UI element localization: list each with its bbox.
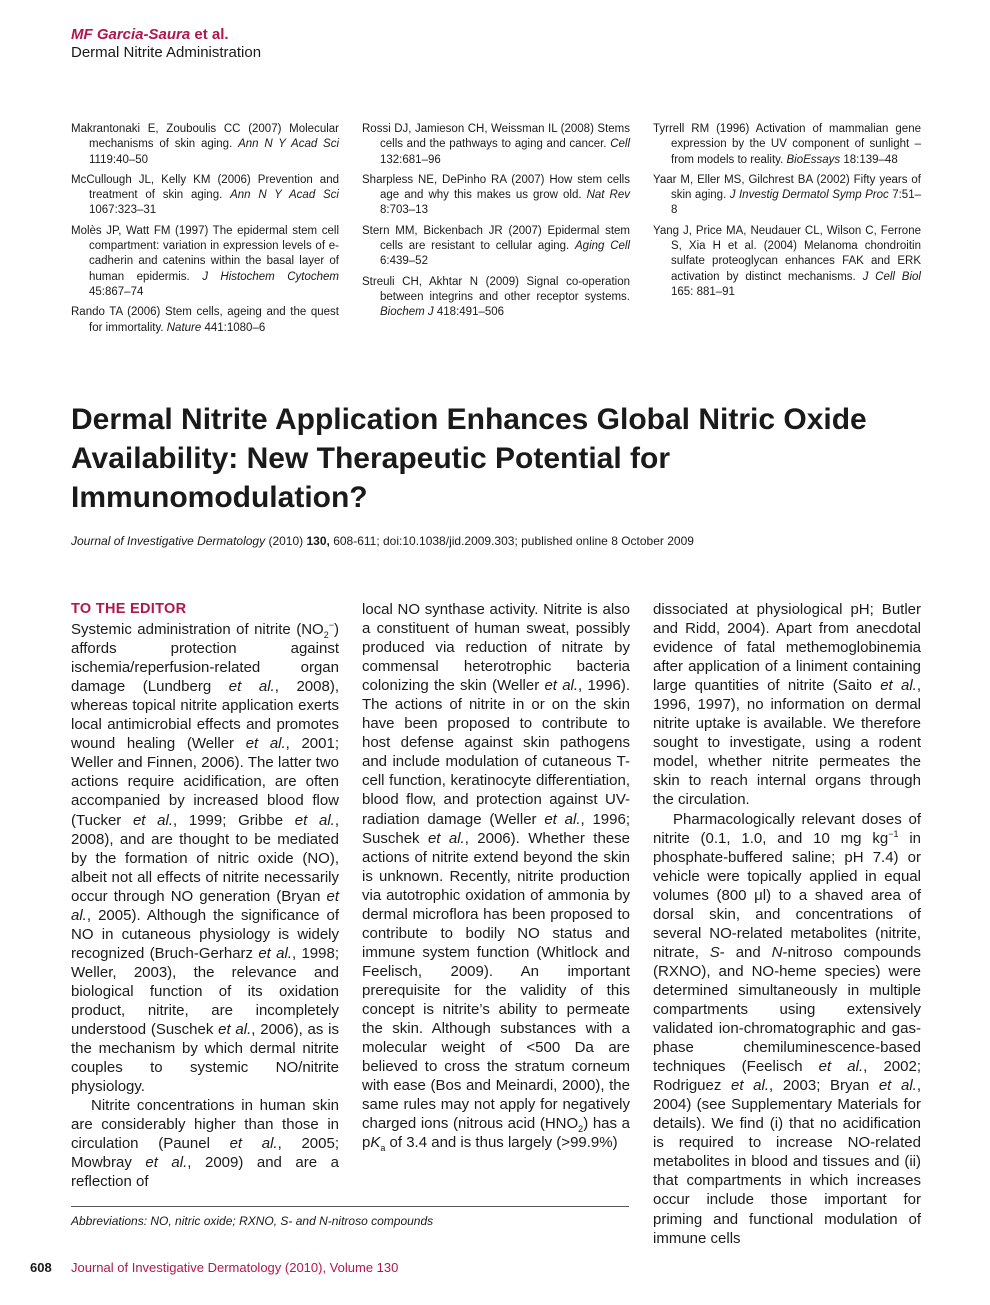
running-author xyxy=(71,26,229,43)
paragraph: Nitrite concentrations in human skin are considerably higher than those in circulation (Paunel et al., 2005; Mowbray et al., 2009) and are a reflection of xyxy=(71,1097,339,1191)
paragraph: Systemic administration of nitrite $(NO_2^-)$ affords protection against ischemia/reperfusion-related organ damage (Lundberg et al., 2008), whereas topical nitrite application exerts local antimicrobial effects and promotes wound healing (Weller et al., 2001; Weller and Finnen, 2006). The latter two actions require acidification, are often accompanied by increased blood flow (Tucker et al., 1999; Gribbe et al., 2008), and are thought to be mediated by the formation of nitric oxide (NO), albeit not all effects of nitrite necessarily occur through NO generation (Bryan et al., 2005). Although the significance of NO in cutaneous physiology is widely recognized (Bruch-Gerharz et al., 1998; Weller, 2003), the relevance and biological function of its oxidation product, nitrite, are incompletely understood (Suschek et al., 2006), as is the mechanism by which dermal nitrite couples to systemic NO/nitrite physiology. xyxy=(71,620,340,1096)
citation-volume: 130, xyxy=(306,534,330,548)
references-column-3 xyxy=(653,122,921,305)
footer-journal-line: Journal of Investigative Dermatology (2010), Volume 130 xyxy=(71,1260,399,1275)
citation-line xyxy=(71,534,694,548)
body-column-1 xyxy=(71,600,339,1191)
reference-item: Tyrrell RM (1996) Activation of mammalian gene expression by the UV component of sunlight – from models to reality. BioEssays 18:139–48 xyxy=(653,123,921,166)
reference-item: Stern MM, Bickenbach JR (2007) Epidermal stem cells are resistant to cellular aging. Aging Cell 6:439–52 xyxy=(362,224,630,268)
paragraph: Pharmacologically relevant doses of nitrite (0.1, 1.0, and 10 mg $kg^{-1}$ in phosphate-buffered saline; pH 7.4) or vehicle were topically applied in equal volumes (800 μl) to a shaved area of dorsal skin, and concentrations of several NO-related metabolites (nitrite, nitrate, S- and N-nitroso compounds (RXNO), and NO-heme species) were determined simultaneously in multiple compartments using extensively validated ion-chromatographic and gas-phase chemiluminescence-based techniques (Feelisch et al., 2002; Rodriguez et al., 2003; Bryan et al., 2004) (see Supplementary Materials for details). We find (i) that no acidification is required to increase NO-related metabolites in blood and tissues and (ii) that compartments in which increases occur include those important for priming and functional modulation of immune cells xyxy=(653,810,922,1247)
paragraph: local NO synthase activity. Nitrite is also a constituent of human sweat, possibly produced via reduction of nitrate by commensal heterotrophic bacteria colonizing the skin (Weller et al., 1996). The actions of nitrite in or on the skin have been proposed to contribute to host defense against skin pathogens and include modulation of cutaneous T-cell function, keratinocyte differentiation, blood flow, and protection against UV-radiation damage (Weller et al., 1996; Suschek et al., 2006). Whether these actions of nitrite extend beyond the skin is unknown. Recently, nitrite production via autotrophic oxidation of ammonia by dermal microflora has been proposed to contribute to bodily NO status and immune system function (Whitlock and Feelisch, 2009). An important prerequisite for the validity of this concept is nitrite’s ability to permeate the skin. Although substances with a molecular weight of <500 Da are believed to cross the stratum corneum with ease (Bos and Meinardi, 2000), the same rules may not apply for negatively charged ions (nitrous acid $(HNO_2)$ has a $pK_a$ of 3.4 and is thus largely (>99.9%) xyxy=(362,601,630,1154)
reference-item: McCullough JL, Kelly KM (2006) Prevention and treatment of skin aging. Ann N Y Acad Sci 1067:323–31 xyxy=(71,173,339,217)
reference-item: Rando TA (2006) Stem cells, ageing and the quest for immortality. Nature 441:1080–6 xyxy=(71,306,339,334)
article-title: Dermal Nitrite Application Enhances Global Nitric Oxide Availability: New Therapeutic Potential for Immunomodulation? xyxy=(71,403,867,514)
author-name: MF Garcia-Saura xyxy=(71,26,191,43)
section-heading: TO THE EDITOR xyxy=(71,601,187,617)
reference-item: Molès JP, Watt FM (1997) The epidermal stem cell compartment: variation in expression levels of e-cadherin and catenins within the basal layer of human epidermis. J Histochem Cytochem 45:867–74 xyxy=(71,224,339,298)
body-column-2 xyxy=(362,600,630,1152)
page-number: 608 xyxy=(30,1260,52,1275)
reference-item: Rossi DJ, Jamieson CH, Weissman IL (2008) Stems cells and the pathways to aging and cancer. Cell 132:681–96 xyxy=(362,123,630,166)
footnote-rule xyxy=(71,1206,629,1207)
citation-rest: 608-611; doi:10.1038/jid.2009.303; published online 8 October 2009 xyxy=(333,534,694,548)
author-etal: et al. xyxy=(194,26,229,43)
reference-item: Yang J, Price MA, Neudauer CL, Wilson C, Ferrone S, Xia H et al. (2004) Melanoma chondroitin sulfate proteoglycan enhances FAK and ERK activation by distinct mechanisms. J Cell Biol 165: 881–91 xyxy=(653,224,921,298)
reference-item: Streuli CH, Akhtar N (2009) Signal co-operation between integrins and other receptor systems. Biochem J 418:491–506 xyxy=(362,275,630,319)
running-title: Dermal Nitrite Administration xyxy=(71,44,262,61)
paragraph: dissociated at physiological pH; Butler and Ridd, 2004). Apart from anecdotal evidence of fatal methemoglobinemia after application of a liniment containing large quantities of nitrite (Saito et al., 1996, 1997), no information on dermal nitrite uptake is available. We therefore sought to investigate, using a rodent model, whether nitrite permeates the skin to reach internal organs through the circulation. xyxy=(653,601,921,809)
references-column-2 xyxy=(362,122,630,326)
body-column-3 xyxy=(653,600,921,1248)
abbreviations-footnote: Abbreviations: NO, nitric oxide; RXNO, S- and N-nitroso compounds xyxy=(71,1214,434,1228)
citation-journal: Journal of Investigative Dermatology xyxy=(71,534,266,548)
reference-item: Yaar M, Eller MS, Gilchrest BA (2002) Fifty years of skin aging. J Investig Dermatol Symp Proc 7:51–8 xyxy=(653,173,921,217)
reference-item: Sharpless NE, DePinho RA (2007) How stem cells age and why this makes us grow old. Nat Rev 8:703–13 xyxy=(362,173,631,217)
references-column-1 xyxy=(71,122,339,341)
citation-year: (2010) xyxy=(268,534,304,548)
reference-item: Makrantonaki E, Zouboulis CC (2007) Molecular mechanisms of skin aging. Ann N Y Acad Sci 1119:40–50 xyxy=(71,123,339,166)
